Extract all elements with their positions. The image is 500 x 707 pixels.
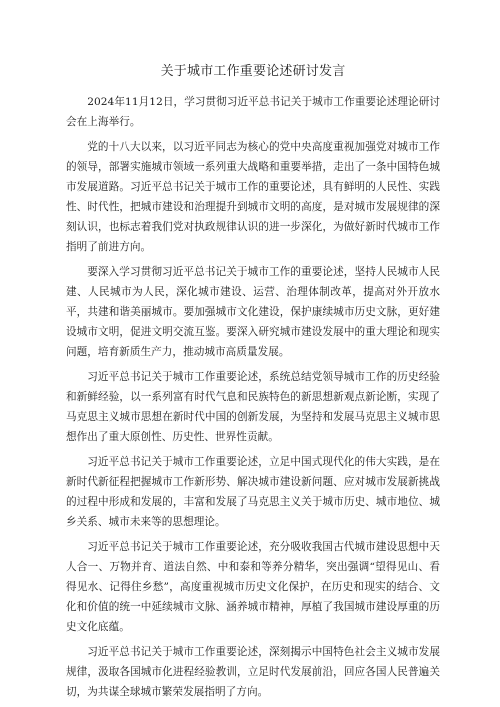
- paragraph-2: 党的十八大以来，以习近平同志为核心的党中央高度重视加强党对城市工作的领导，部署实施城市领域一系列重大战略和重要举措，走出了一条中国特色城市发展道路。习近平总书记关于城市工作的重要论述，具有鲜明的人民性、实践性、时代性，把城市建设和治理提升到城市文明的高度，是对城市发展规律的深刻认识，也标志着我们党对执政规律认识的进一步深化，为做好新时代城市工作指明了前进方向。: [66, 141, 440, 253]
- document-title: 关于城市工作重要论述研讨发言: [160, 64, 346, 79]
- paragraph-3: 要深入学习贯彻习近平总书记关于城市工作的重要论述，坚持人民城市人民建、人民城市为人民，深化城市建设、运营、治理体制改革，提高对外开放水平，共建和谐美丽城市。要加强城市文化建设，保护康续城市历史文脉，更好建设城市文明，促进文明交流互鉴。要深入研究城市建设发展中的重大理论和现实问题，培育新质生产力，推动城市高质量发展。: [66, 266, 440, 358]
- paragraph-4: 习近平总书记关于城市工作重要论述，系统总结党领导城市工作的历史经验和新鲜经验，以一系列富有时代气息和民族特色的新思想新观点新论断，实现了马克思主义城市思想在新时代中国的创新发展，为坚持和发展马克思主义城市思想作出了重大原创性、历史性、世界性贡献。: [66, 371, 440, 443]
- paragraph-1: 2024年11月12日，学习贯彻习近平总书记关于城市工作重要论述理论研讨会在上海举行。: [66, 96, 440, 128]
- paragraph-6: 习近平总书记关于城市工作重要论述，充分吸收我国古代城市建设思想中天人合一、万物并育、道法自然、中和泰和等养分精华，突出强调“望得见山、看得见水、记得住乡愁”，高度重视城市历史文化保护，在历史和现实的结合、文化和价值的统一中延续城市文脉、涵养城市精神，厚植了我国城市建设厚重的历史文化底蕴。: [66, 541, 440, 633]
- paragraph-5: 习近平总书记关于城市工作重要论述，立足中国式现代化的伟大实践，是在新时代新征程把握城市工作新形势、解决城市建设新问题、应对城市发展新挑战的过程中形成和发展的，丰富和发展了马克思主义关于城市历史、城市地位、城乡关系、城市未来等的思想理论。: [66, 456, 440, 528]
- paragraph-7: 习近平总书记关于城市工作重要论述，深刻揭示中国特色社会主义城市发展规律，汲取各国城市化进程经验教训，立足时代发展前沿，回应各国人民普遍关切，为共谋全球城市繁荣发展指明了方向。: [66, 646, 440, 698]
